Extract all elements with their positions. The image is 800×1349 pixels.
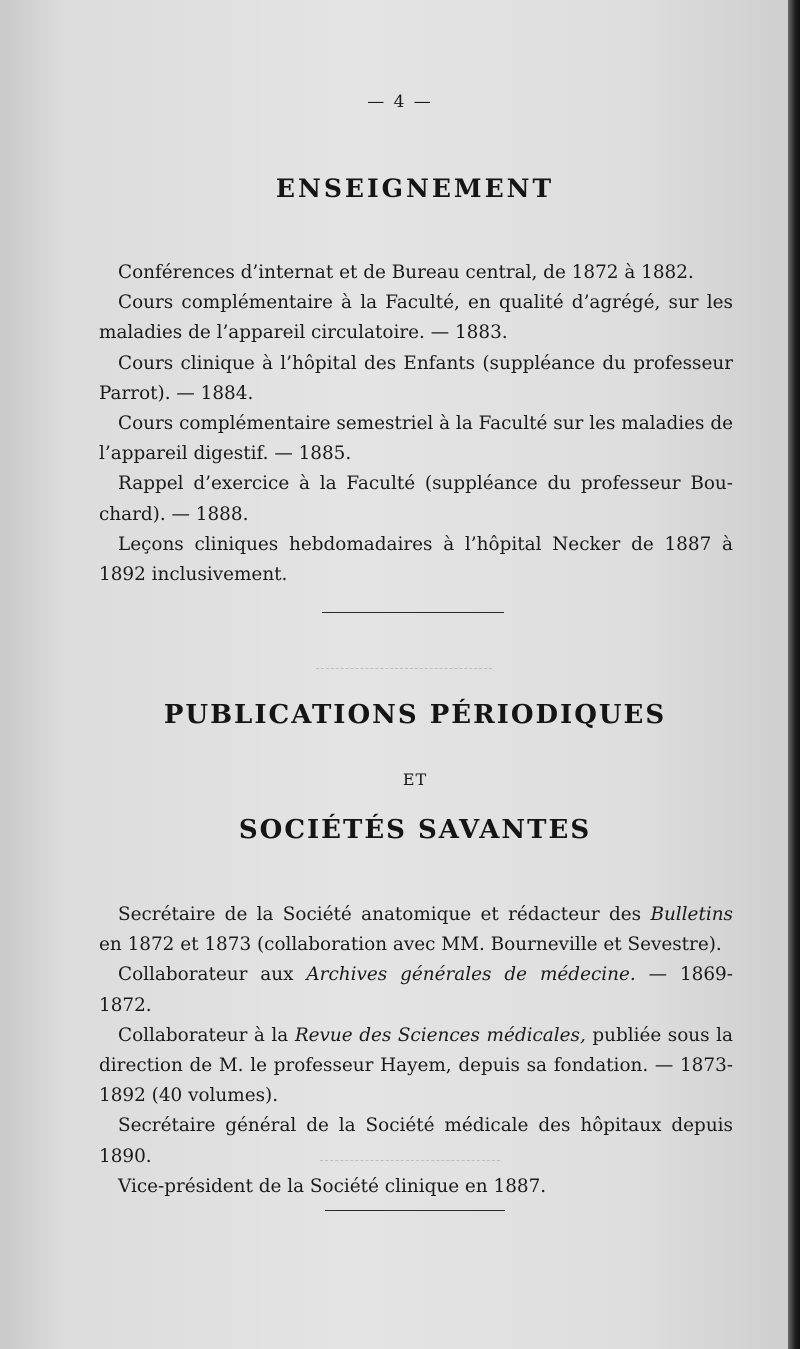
italic-title: Revue des Sciences médicales,: [294, 1024, 586, 1046]
text-run: Collaborateur aux: [118, 964, 307, 986]
text-run: — 1869-1872.: [99, 964, 733, 1016]
publications-paragraph: [99, 900, 733, 960]
closing-divider: [325, 1210, 505, 1211]
show-through-line: [320, 1160, 500, 1161]
show-through-line: [316, 668, 492, 669]
publications-paragraph: [99, 1021, 733, 1112]
enseignement-paragraph: Leçons cliniques hebdomadaires à l’hôpital Necker de 1887 à 1892 inclusivement.: [99, 533, 733, 586]
publications-paragraph: Vice-président de la Société clinique en 1887.: [118, 1175, 547, 1197]
publications-paragraph: Secrétaire général de la Société médicale des hôpitaux depuis 1890.: [99, 1115, 733, 1167]
enseignement-paragraph: Cours clinique à l’hôpital des Enfants (suppléance du professeur Parrot). — 1884.: [99, 352, 733, 404]
enseignement-paragraph: Rappel d’exercice à la Faculté (suppléance du professeur Bouchard). — 1888.: [99, 473, 733, 525]
text-run: Secrétaire de la Société anatomique et rédacteur des: [118, 904, 651, 925]
page-number: — 4 —: [367, 92, 433, 112]
text-run: publiée sous la direction de M. le professeur Hayem, depuis sa fondation. — 1873-1892 (40 volumes).: [99, 1024, 733, 1107]
enseignement-paragraph: Cours complémentaire semestriel à la Faculté sur les maladies de l’appareil digestif. — 1885.: [99, 413, 733, 465]
publications-paragraph: [99, 960, 733, 1020]
section-title-enseignement: ENSEIGNEMENT: [275, 174, 555, 203]
text-run: en 1872 et 1873 (collaboration avec MM. Bourneville et Sevestre).: [99, 934, 722, 956]
page-edge-shadow: [788, 0, 800, 1349]
section-divider: [322, 612, 504, 613]
enseignement-body: [99, 258, 733, 590]
section-subtitle-societes: SOCIÉTÉS SAVANTES: [238, 815, 592, 845]
section-title-publications: PUBLICATIONS PÉRIODIQUES: [163, 700, 667, 730]
italic-title: Archives générales de médecine.: [306, 964, 636, 986]
text-run: Collaborateur à la: [118, 1024, 295, 1046]
section-conjunction: ET: [402, 770, 428, 789]
enseignement-paragraph: Cours complémentaire à la Faculté, en qualité d’agrégé, sur les maladies de l’appareil circulatoire. — 1883.: [99, 292, 733, 344]
enseignement-paragraph: Conférences d’internat et de Bureau central, de 1872 à 1882.: [118, 262, 694, 283]
publications-body: [99, 900, 733, 1202]
italic-title: Bulletins: [650, 904, 733, 925]
